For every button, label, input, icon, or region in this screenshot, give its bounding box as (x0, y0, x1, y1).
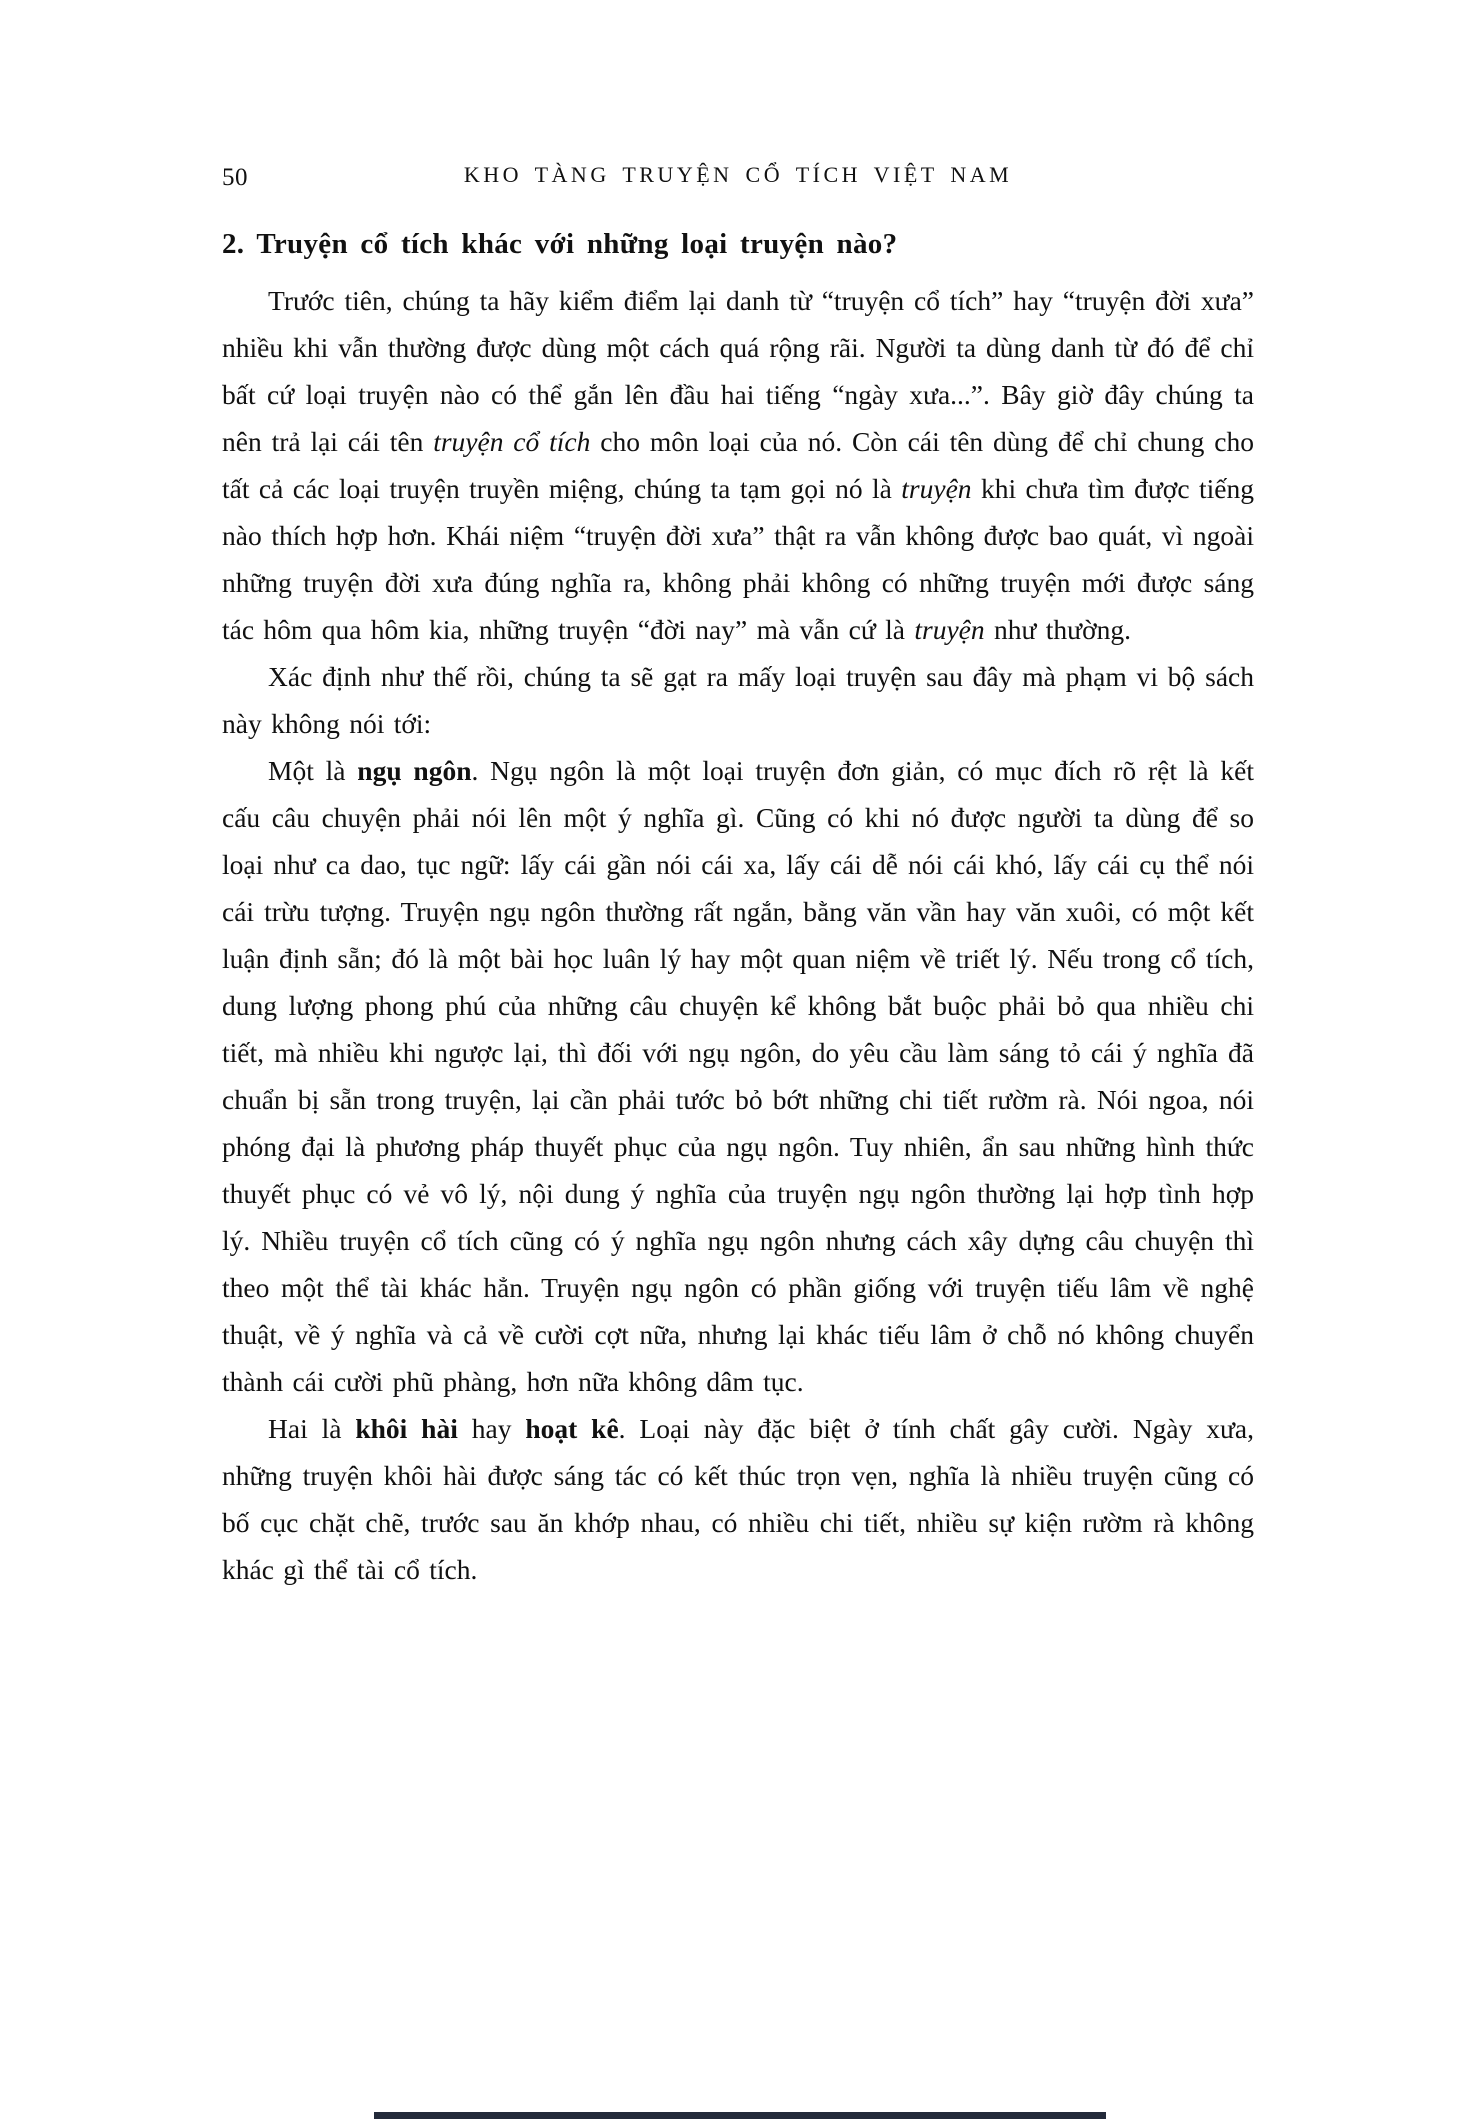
text: . Ngụ ngôn là một loại truyện đơn giản, có mục đích rõ rệt là kết cấu câu chuyện phải nói lên một ý nghĩa gì. Cũng có khi nó được người ta dùng để so loại như ca dao, tục ngữ: lấy cái gần nói cái xa, lấy cái dễ nói cái khó, lấy cái cụ thể nói cái trừu tượng. Truyện ngụ ngôn thường rất ngắn, bằng văn vần hay văn xuôi, có một kết luận định sẵn; đó là một bài học luân lý hay một quan niệm về triết lý. Nếu trong cổ tích, dung lượng phong phú của những câu chuyện kể không bắt buộc phải bỏ qua nhiều chi tiết, mà nhiều khi ngược lại, thì đối với ngụ ngôn, do yêu cầu làm sáng tỏ cái ý nghĩa đã chuẩn bị sẵn trong truyện, lại cần phải tước bỏ bớt những chi tiết rườm rà. Nói ngoa, nói phóng đại là phương pháp thuyết phục của ngụ ngôn. Tuy nhiên, ẩn sau những hình thức thuyết phục có vẻ vô lý, nội dung ý nghĩa của truyện ngụ ngôn thường lại hợp tình hợp lý. Nhiều truyện cổ tích cũng có ý nghĩa ngụ ngôn nhưng cách xây dựng câu chuyện thì theo một thể tài khác hẳn. Truyện ngụ ngôn có phần giống với truyện tiếu lâm về nghệ thuật, về ý nghĩa và cả về cười cợt nữa, nhưng lại khác tiếu lâm ở chỗ nó không chuyển thành cái cười phũ phàng, hơn nữa không dâm tục. (222, 755, 1254, 1397)
bold-text: hoạt kê (525, 1413, 619, 1444)
text: Trước tiên, chúng ta hãy kiểm điểm lại danh từ “truyện cổ tích” hay “truyện đời xưa” nhiều khi vẫn thường được dùng một cách quá rộng rãi. Người ta dùng danh từ đó để chỉ bất cứ loại truyện nào có thể gắn lên đầu hai tiếng “ngày xưa...”. Bây giờ đây chúng ta nên trả lại cái tên (222, 285, 1254, 457)
paragraph (222, 747, 1254, 1405)
page-number: 50 (222, 164, 248, 191)
book-page (222, 162, 1254, 1593)
text: cho môn loại của nó. Còn cái tên dùng để chỉ chung cho tất cả các loại truyện truyền miệng, chúng ta tạm gọi nó là (222, 426, 1254, 504)
text: Hai là (268, 1413, 356, 1444)
text: khi chưa tìm được tiếng nào thích hợp hơn. Khái niệm “truyện đời xưa” thật ra vẫn không được bao quát, vì ngoài những truyện đời xưa đúng nghĩa ra, không phải không có những truyện mới được sáng tác hôm qua hôm kia, những truyện “đời nay” mà vẫn cứ là (222, 473, 1254, 645)
paragraph (222, 653, 1254, 747)
body-text (222, 277, 1254, 1593)
paragraph (222, 277, 1254, 653)
text: Một là (268, 755, 358, 786)
page-header (222, 162, 1254, 202)
text: như thường. (984, 614, 1131, 645)
italic-text: truyện cổ tích (433, 426, 591, 457)
bold-text: khôi hài (355, 1413, 458, 1444)
italic-text: truyện (901, 473, 972, 504)
paragraph (222, 1405, 1254, 1593)
section-heading: 2. Truyện cổ tích khác với những loại truyện nào? (222, 228, 898, 260)
italic-text: truyện (914, 614, 985, 645)
bold-text: ngụ ngôn (357, 755, 472, 786)
bottom-bar (374, 2112, 1106, 2119)
text: . Loại này đặc biệt ở tính chất gây cười. Ngày xưa, những truyện khôi hài được sáng tác có kết thúc trọn vẹn, nghĩa là nhiều truyện cũng có bố cục chặt chẽ, trước sau ăn khớp nhau, có nhiều chi tiết, nhiều sự kiện rườm rà không khác gì thể tài cổ tích. (222, 1413, 1254, 1585)
text: Xác định như thế rồi, chúng ta sẽ gạt ra mấy loại truyện sau đây mà phạm vi bộ sách này không nói tới: (222, 661, 1254, 739)
running-title: KHO TÀNG TRUYỆN CỔ TÍCH VIỆT NAM (463, 162, 1013, 187)
text: hay (457, 1413, 526, 1444)
